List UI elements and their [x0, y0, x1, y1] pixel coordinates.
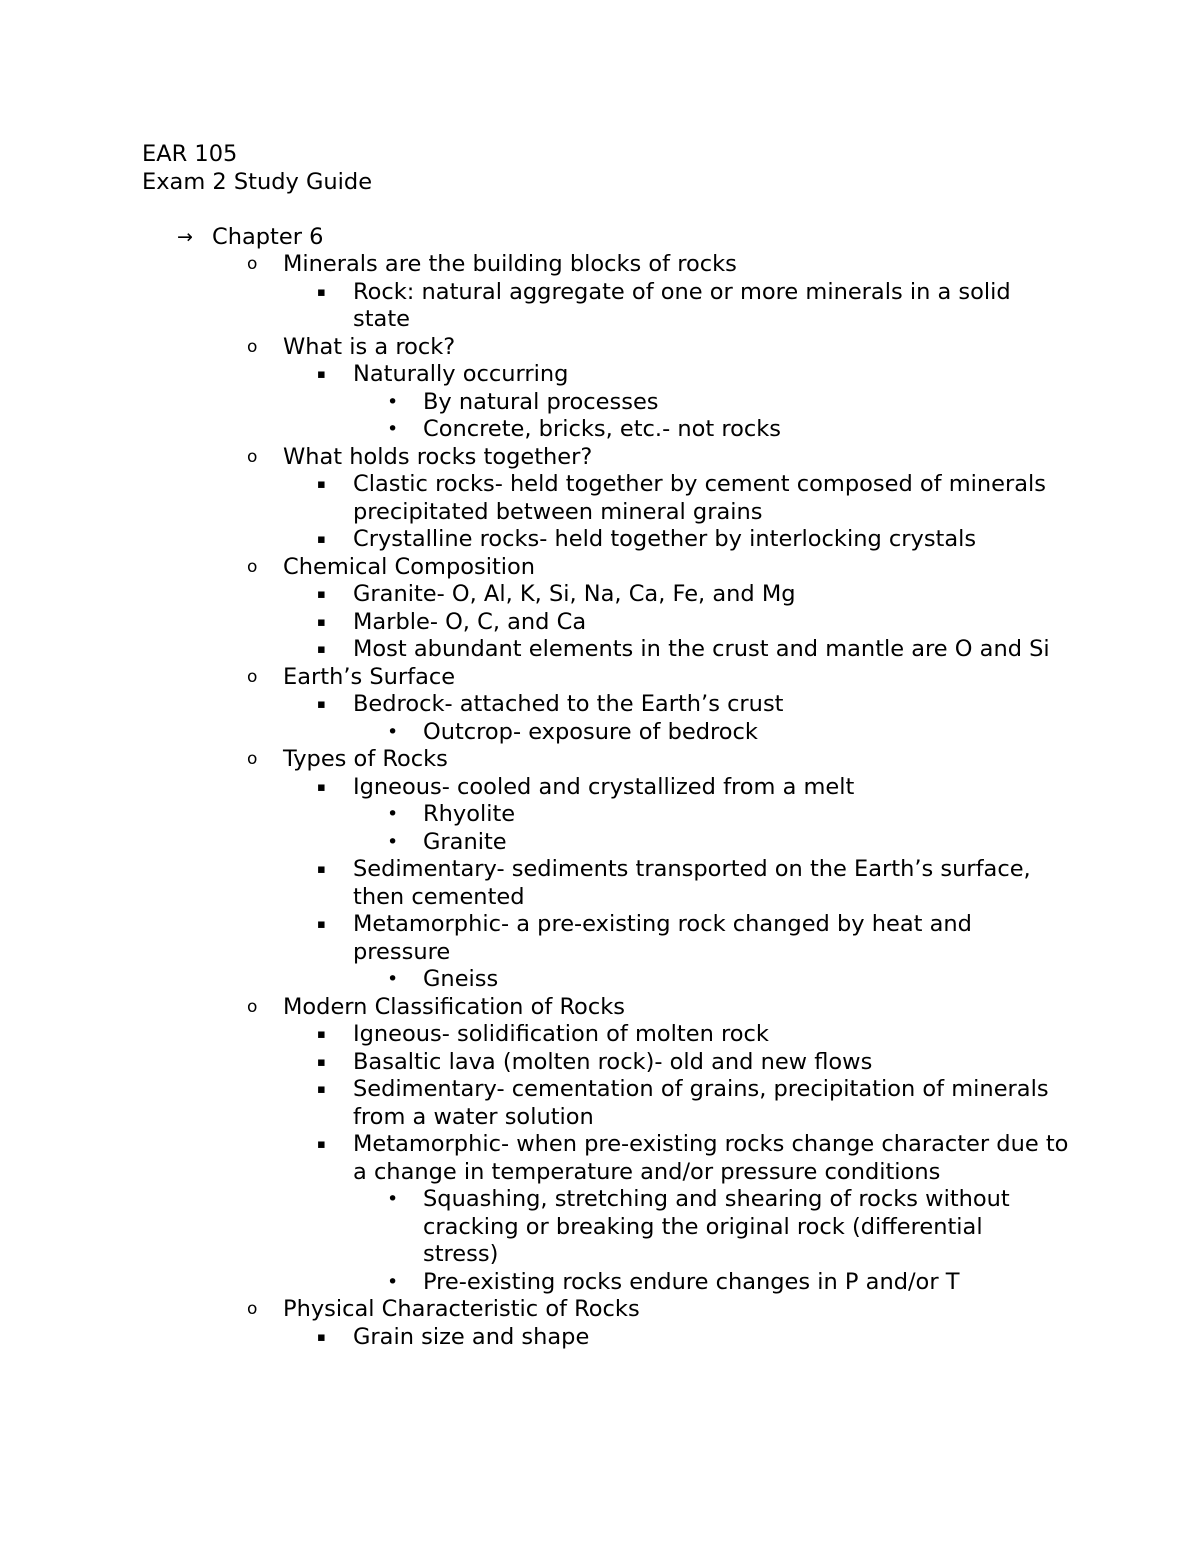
outline-item — [142, 224, 1072, 252]
outline-item-text: Granite- O, Al, K, Si, Na, Ca, Fe, and Mg — [353, 581, 796, 607]
outline-item-text: Earth’s Surface — [283, 663, 456, 690]
outline-item-text: Sedimentary- cementation of grains, precipitation of minerals from a water solution — [353, 1076, 1049, 1130]
outline-item — [142, 334, 1072, 362]
outline-item-text: Modern Classification of Rocks — [283, 993, 625, 1020]
circle-bullet-icon: o — [247, 446, 258, 467]
outline-item — [142, 719, 1072, 747]
outline-item-text: Outcrop- exposure of bedrock — [423, 718, 758, 745]
square-bullet-icon: ▪ — [317, 1054, 326, 1070]
square-bullet-icon: ▪ — [317, 779, 326, 795]
outline-item — [142, 609, 1072, 637]
outline-item — [142, 526, 1072, 554]
outline-item — [142, 636, 1072, 664]
square-bullet-icon: ▪ — [317, 1329, 326, 1345]
outline-item — [142, 581, 1072, 609]
outline-item-text: Basaltic lava (molten rock)- old and new flows — [353, 1048, 873, 1075]
outline-item — [142, 1131, 1072, 1186]
outline-item-text: Grain size and shape — [353, 1323, 590, 1350]
outline-item — [142, 801, 1072, 829]
square-bullet-icon: ▪ — [317, 642, 326, 657]
arrow-bullet-icon: → — [177, 225, 193, 248]
dot-bullet-icon: • — [387, 1270, 399, 1293]
circle-bullet-icon: o — [247, 254, 258, 274]
outline-item-text: Minerals are the building blocks of rocks — [283, 251, 737, 277]
outline-item-text: Types of Rocks — [283, 746, 448, 772]
circle-bullet-icon: o — [247, 1299, 258, 1319]
outline-item — [142, 416, 1072, 444]
outline-item — [142, 1021, 1072, 1049]
outline-item-text: Bedrock- attached to the Earth’s crust — [353, 691, 784, 717]
outline-item — [142, 774, 1072, 802]
spacer — [142, 196, 1072, 224]
outline-item — [142, 1076, 1072, 1131]
dot-bullet-icon: • — [387, 803, 399, 825]
square-bullet-icon: ▪ — [317, 587, 326, 602]
outline-item — [142, 829, 1072, 857]
dot-bullet-icon: • — [387, 830, 399, 853]
outline-item-text: Igneous- cooled and crystallized from a melt — [353, 773, 855, 800]
outline-list — [142, 224, 1072, 1352]
outline-item-text: Chemical Composition — [283, 553, 536, 580]
outline-item — [142, 691, 1072, 719]
square-bullet-icon: ▪ — [317, 917, 326, 932]
outline-item-text: Clastic rocks- held together by cement composed of minerals precipitated between mineral grains — [353, 471, 1046, 525]
outline-item — [142, 361, 1072, 389]
square-bullet-icon: ▪ — [317, 1027, 326, 1042]
outline-item-text: Squashing, stretching and shearing of rocks without cracking or breaking the original rock (differential stress) — [423, 1186, 1010, 1267]
outline-item-text: Sedimentary- sediments transported on the Earth’s surface, then cemented — [353, 856, 1031, 910]
circle-bullet-icon: o — [247, 666, 258, 687]
outline-item-text: What holds rocks together? — [283, 443, 593, 470]
outline-item-text: By natural processes — [423, 388, 659, 415]
outline-item — [142, 444, 1072, 472]
outline-item — [142, 1324, 1072, 1352]
outline-item-text: Concrete, bricks, etc.- not rocks — [423, 416, 781, 442]
outline-item-text: Physical Characteristic of Rocks — [283, 1296, 640, 1322]
document-page — [142, 141, 1072, 1351]
outline-item — [142, 279, 1072, 334]
outline-item — [142, 471, 1072, 526]
outline-item — [142, 746, 1072, 774]
outline-item — [142, 994, 1072, 1022]
dot-bullet-icon: • — [387, 1188, 399, 1210]
outline-item — [142, 554, 1072, 582]
document-title: Exam 2 Study Guide — [142, 168, 373, 195]
outline-item-text: Igneous- solidification of molten rock — [353, 1021, 769, 1047]
square-bullet-icon: ▪ — [317, 367, 326, 382]
circle-bullet-icon: o — [247, 556, 258, 577]
square-bullet-icon: ▪ — [317, 697, 326, 712]
outline-item — [142, 1269, 1072, 1297]
outline-item — [142, 1049, 1072, 1077]
outline-item-text: Granite — [423, 828, 507, 855]
outline-item-text: Metamorphic- when pre-existing rocks change character due to a change in temperature and/or pressure conditions — [353, 1131, 1069, 1185]
course-code: EAR 105 — [142, 141, 238, 167]
outline-item-text: Gneiss — [423, 966, 499, 992]
outline-item — [142, 966, 1072, 994]
square-bullet-icon: ▪ — [317, 477, 326, 492]
outline-item-text: Pre-existing rocks endure changes in P and/or T — [423, 1268, 960, 1295]
square-bullet-icon: ▪ — [317, 1137, 326, 1152]
outline-item — [142, 389, 1072, 417]
dot-bullet-icon: • — [387, 390, 399, 413]
square-bullet-icon: ▪ — [317, 1082, 326, 1097]
dot-bullet-icon: • — [387, 418, 399, 440]
outline-item-text: Naturally occurring — [353, 361, 569, 387]
outline-item-text: Chapter 6 — [212, 223, 324, 250]
outline-item — [142, 1186, 1072, 1269]
circle-bullet-icon: o — [247, 749, 258, 769]
square-bullet-icon: ▪ — [317, 532, 326, 547]
square-bullet-icon: ▪ — [317, 614, 326, 630]
outline-item — [142, 911, 1072, 966]
outline-item-text: What is a rock? — [283, 333, 456, 360]
outline-item-text: Crystalline rocks- held together by interlocking crystals — [353, 526, 977, 552]
circle-bullet-icon: o — [247, 996, 258, 1017]
outline-item-text: Metamorphic- a pre-existing rock changed by heat and pressure — [353, 911, 972, 965]
outline-item-text: Rhyolite — [423, 801, 516, 827]
outline-item-text: Rock: natural aggregate of one or more minerals in a solid state — [353, 278, 1011, 332]
outline-item-text: Marble- O, C, and Ca — [353, 608, 587, 635]
outline-item — [142, 856, 1072, 911]
outline-item — [142, 1296, 1072, 1324]
circle-bullet-icon: o — [247, 336, 258, 357]
outline-item-text: Most abundant elements in the crust and mantle are O and Si — [353, 636, 1050, 662]
square-bullet-icon: ▪ — [317, 862, 326, 877]
outline-item — [142, 664, 1072, 692]
square-bullet-icon: ▪ — [317, 284, 326, 300]
dot-bullet-icon: • — [387, 968, 399, 990]
outline-item — [142, 251, 1072, 279]
dot-bullet-icon: • — [387, 720, 399, 743]
